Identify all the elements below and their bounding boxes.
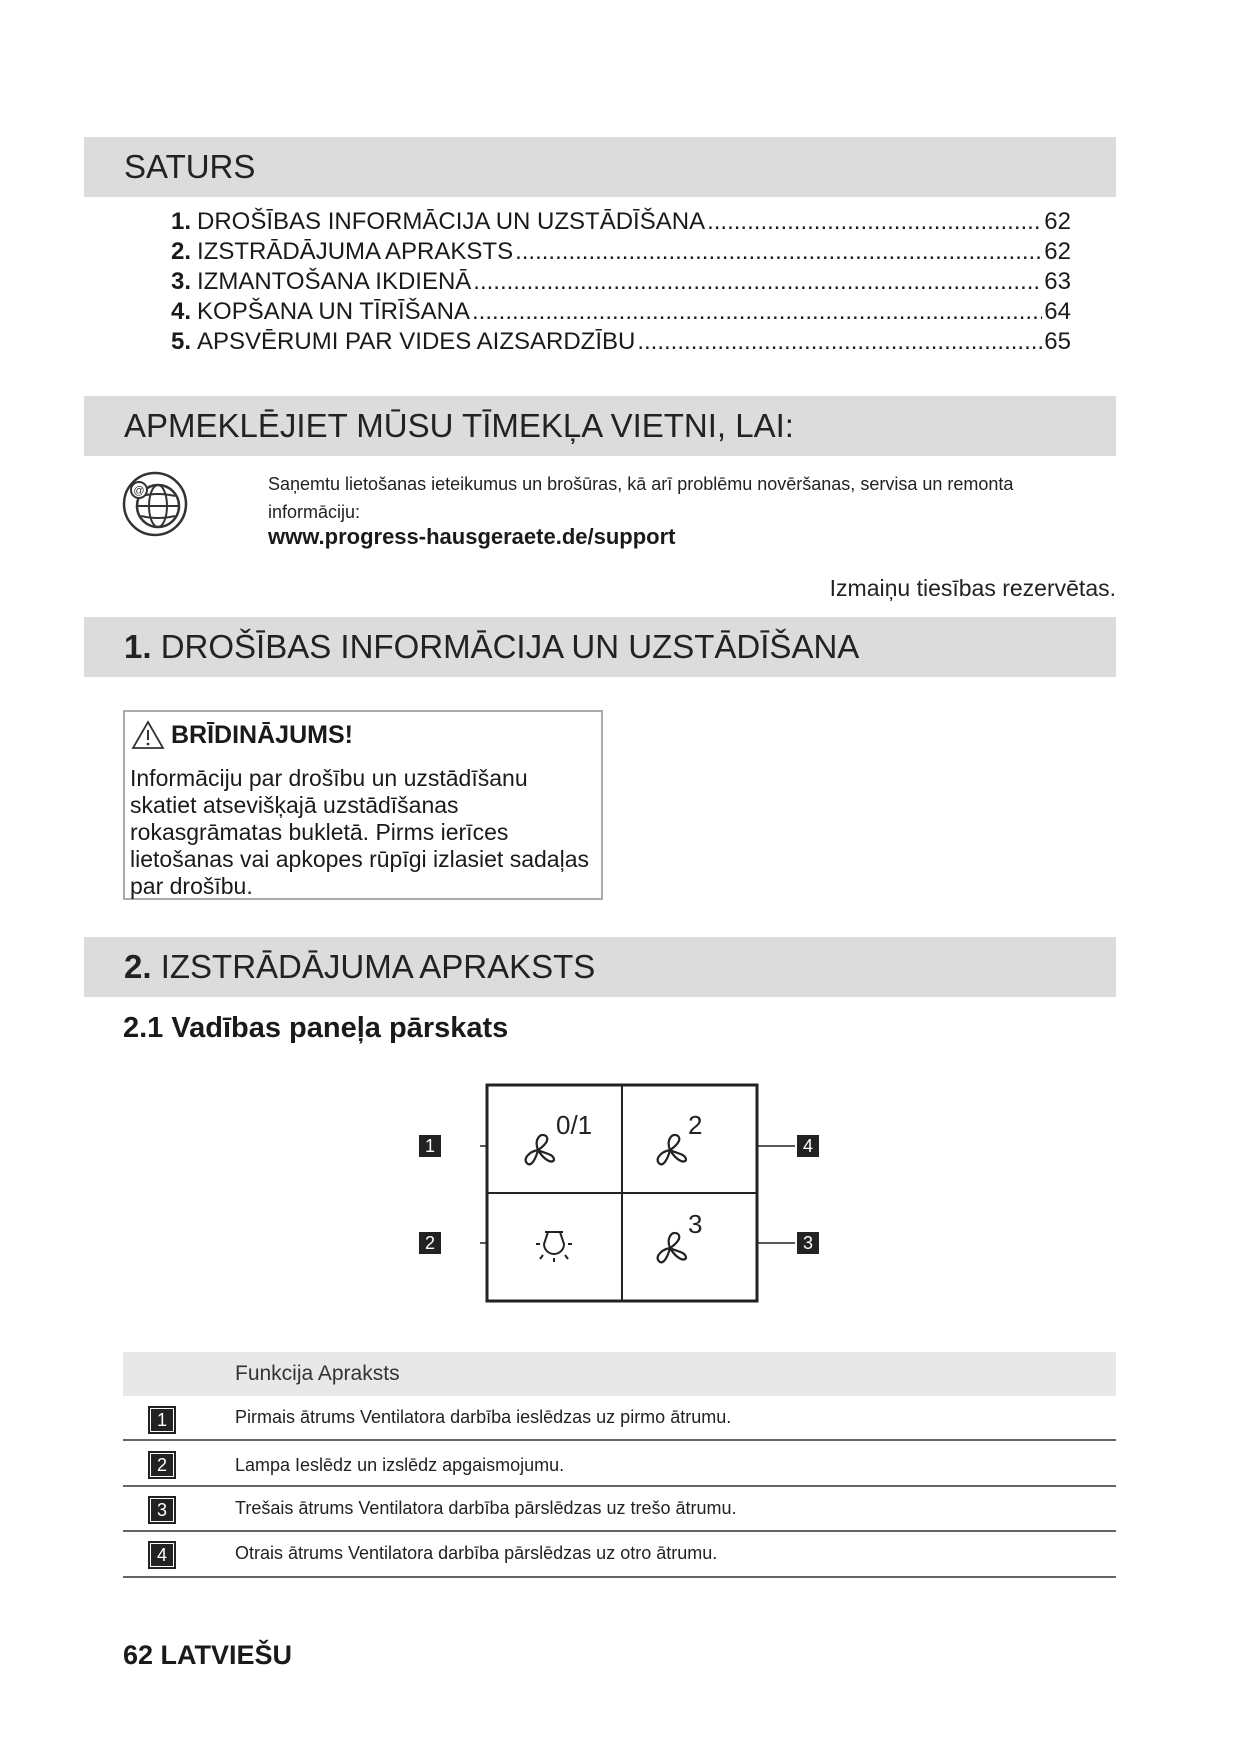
callout-4: 4 xyxy=(797,1135,819,1157)
row-description: Otrais ātrums Ventilatora darbība pārslēdzas uz otro ātrumu. xyxy=(235,1543,718,1563)
warning-box xyxy=(123,710,603,900)
callout-2: 2 xyxy=(419,1232,441,1254)
row-number: 3 xyxy=(150,1498,174,1522)
control-panel-diagram xyxy=(480,1078,830,1308)
row-number: 4 xyxy=(150,1543,174,1567)
svg-text:@: @ xyxy=(133,485,145,497)
toc-item[interactable]: 2. IZSTRĀDĀJUMA APRAKSTS ..... 62 xyxy=(171,238,1071,268)
warning-header xyxy=(131,720,353,750)
control-panel-subheading: 2.1 Vadības paneļa pārskats xyxy=(123,1012,509,1044)
row-description: Trešais ātrums Ventilatora darbība pārslēdzas uz trešo ātrumu. xyxy=(235,1498,737,1518)
table-of-contents xyxy=(171,208,1071,358)
rights-reserved-note: Izmaiņu tiesības rezervētas. xyxy=(829,575,1116,601)
table-row xyxy=(123,1532,1116,1578)
website-heading: APMEKLĒJIET MŪSU TĪMEKĻA VIETNI, LAI: xyxy=(124,407,794,444)
toc-item[interactable]: 1. DROŠĪBAS INFORMĀCIJA UN UZSTĀDĪŠANA ..... 62 xyxy=(171,208,1071,238)
toc-title: SATURS xyxy=(124,148,256,185)
website-header-band xyxy=(84,396,1116,456)
globe-icon xyxy=(121,470,189,538)
row-description: Pirmais ātrums Ventilatora darbība ieslēdzas uz pirmo ātrumu. xyxy=(235,1407,732,1427)
table-row xyxy=(123,1441,1116,1487)
speed-0-1-label: 0/1 xyxy=(556,1110,593,1140)
section1-heading: 1. DROŠĪBAS INFORMĀCIJA UN UZSTĀDĪŠANA xyxy=(124,628,860,665)
table-header: Funkcija Apraksts xyxy=(123,1352,1116,1396)
support-link[interactable]: www.progress-hausgeraete.de/support xyxy=(268,524,676,549)
website-description: Saņemtu lietošanas ieteikumus un brošūras, kā arī problēmu novēršanas, servisa un remonta informāciju: xyxy=(268,474,1014,522)
function-table xyxy=(123,1352,1116,1578)
speed-3-label: 3 xyxy=(688,1209,703,1239)
section2-heading: 2. IZSTRĀDĀJUMA APRAKSTS xyxy=(124,948,596,985)
callout-1: 1 xyxy=(419,1135,441,1157)
section2-header-band xyxy=(84,937,1116,997)
toc-item[interactable]: 4. KOPŠANA UN TĪRĪŠANA ..... 64 xyxy=(171,298,1071,328)
row-number: 1 xyxy=(150,1408,174,1432)
row-number: 2 xyxy=(150,1453,174,1477)
speed-2-label: 2 xyxy=(688,1110,703,1140)
toc-item[interactable]: 3. IZMANTOŠANA IKDIENĀ ..... 63 xyxy=(171,268,1071,298)
page-footer: 62 LATVIEŠU xyxy=(123,1640,293,1670)
row-description: Lampa Ieslēdz un izslēdz apgaismojumu. xyxy=(235,1455,565,1475)
warning-title: BRĪDINĀJUMS! xyxy=(171,720,353,749)
warning-text: Informāciju par drošību un uzstādīšanu skatiet atsevišķajā uzstādīšanas rokasgrāmatas bukletā. Pirms ierīces lietošanas vai apkopes rūpīgi izlasiet sadaļas par drošību. xyxy=(130,765,589,899)
table-row xyxy=(123,1396,1116,1441)
warning-triangle-icon xyxy=(131,720,165,750)
callout-3: 3 xyxy=(797,1232,819,1254)
toc-header-band xyxy=(84,137,1116,197)
section1-header-band xyxy=(84,617,1116,677)
table-row xyxy=(123,1487,1116,1532)
toc-item[interactable]: 5. APSVĒRUMI PAR VIDES AIZSARDZĪBU ..... 65 xyxy=(171,328,1071,358)
